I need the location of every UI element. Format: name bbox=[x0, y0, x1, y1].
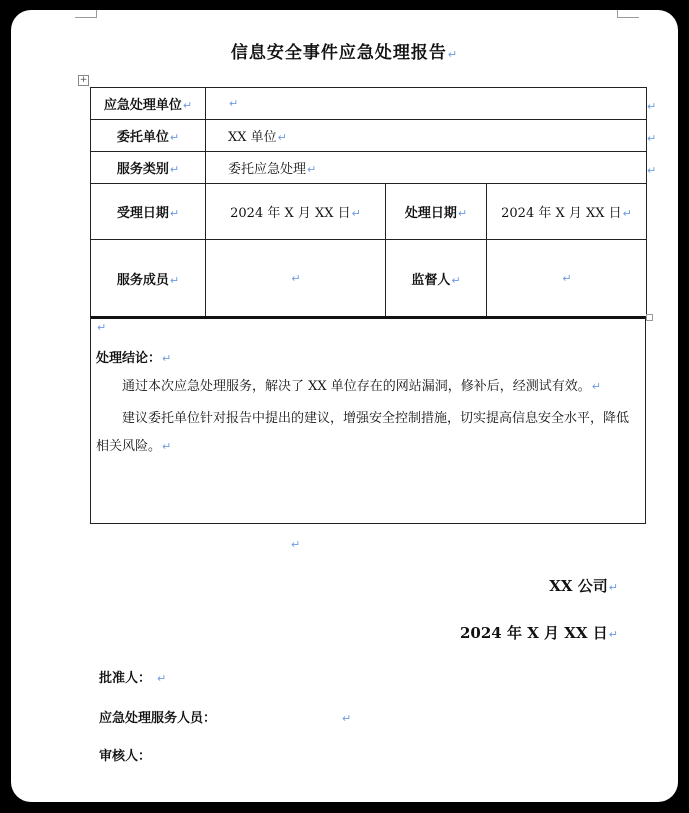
conclusion-paragraph: 通过本次应急处理服务，解决了 XX 单位存在的网站漏洞，修补后，经测试有效。↵ bbox=[122, 379, 601, 394]
paragraph-mark-icon: ↵ bbox=[291, 538, 301, 551]
processing-date-label[interactable]: 处理日期↵ bbox=[386, 184, 487, 240]
document-title[interactable]: 信息安全事件应急处理报告↵ bbox=[230, 43, 459, 63]
crop-mark-top-left bbox=[75, 10, 97, 18]
received-date-value[interactable]: 2024 年 X 月 XX 日↵ bbox=[206, 184, 386, 240]
supervisor-value[interactable]: ↵ bbox=[487, 240, 647, 318]
label-cell[interactable]: 应急处理单位↵ bbox=[91, 88, 206, 120]
paragraph-mark-icon: ↵ bbox=[97, 321, 107, 334]
table-resize-handle[interactable] bbox=[646, 314, 653, 321]
crop-mark-top-right bbox=[617, 10, 639, 18]
table-row bbox=[91, 120, 647, 152]
conclusion-heading: 处理结论：↵ bbox=[96, 351, 172, 366]
row-end-mark-icon: ↵ bbox=[647, 164, 657, 177]
service-staff-label: 应急处理服务人员： ↵ bbox=[99, 711, 352, 726]
signature-company: XX 公司↵ bbox=[549, 577, 618, 595]
processing-date-value[interactable]: 2024 年 X 月 XX 日↵ bbox=[487, 184, 647, 240]
value-cell[interactable]: XX 单位↵ bbox=[206, 120, 647, 152]
conclusion-box[interactable] bbox=[90, 317, 646, 524]
row-end-mark-icon: ↵ bbox=[647, 100, 657, 113]
value-cell[interactable]: 委托应急处理↵ bbox=[206, 152, 647, 184]
reviewer-label: 审核人： bbox=[99, 749, 152, 764]
value-cell[interactable]: ↵ bbox=[206, 88, 647, 120]
service-members-value[interactable]: ↵ bbox=[206, 240, 386, 318]
label-cell[interactable]: 委托单位↵ bbox=[91, 120, 206, 152]
info-table bbox=[90, 87, 647, 319]
table-row bbox=[91, 152, 647, 184]
conclusion-paragraph: 建议委托单位针对报告中提出的建议，增强安全控制措施，切实提高信息安全水平，降低相关风险。↵ bbox=[96, 411, 630, 454]
approver-label: 批准人： ↵ bbox=[99, 671, 167, 686]
received-date-label[interactable]: 受理日期↵ bbox=[91, 184, 206, 240]
signature-date: 2024 年 X 月 XX 日↵ bbox=[460, 624, 618, 642]
label-cell[interactable]: 服务类别↵ bbox=[91, 152, 206, 184]
service-members-label[interactable]: 服务成员↵ bbox=[91, 240, 206, 318]
table-row bbox=[91, 240, 647, 318]
paragraph-mark-icon: ↵ bbox=[447, 48, 459, 61]
supervisor-label[interactable]: 监督人↵ bbox=[386, 240, 487, 318]
table-move-handle-icon[interactable]: + bbox=[79, 75, 88, 85]
document-page bbox=[11, 10, 678, 802]
table-row bbox=[91, 184, 647, 240]
table-row bbox=[91, 88, 647, 120]
row-end-mark-icon: ↵ bbox=[647, 132, 657, 145]
